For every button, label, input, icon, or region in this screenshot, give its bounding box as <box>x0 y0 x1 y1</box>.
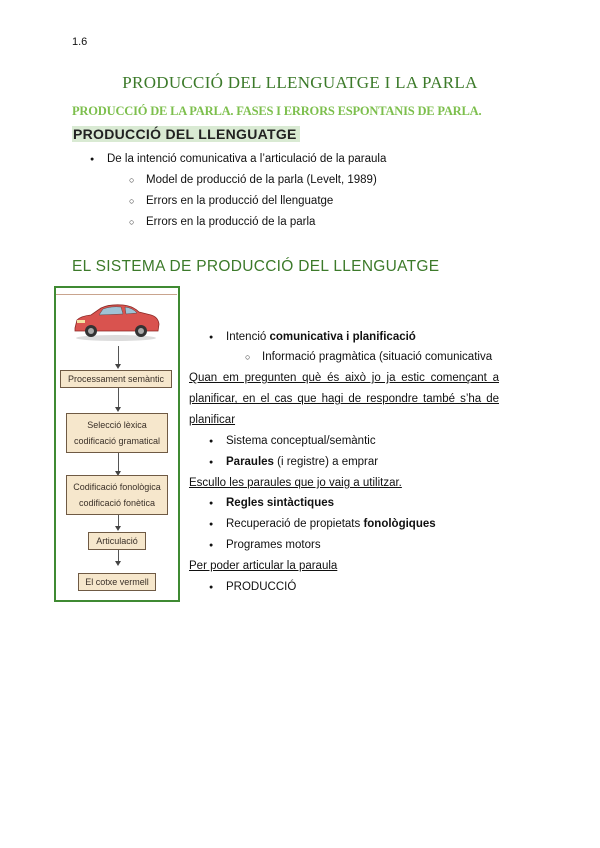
connector-line <box>118 346 119 366</box>
list-item: ● Sistema conceptual/semàntic <box>226 435 376 447</box>
diagram-box-line: codificació fonètica <box>78 498 156 508</box>
diagram-box-lexical <box>66 413 168 453</box>
diagram-box-line: Codificació fonològica <box>73 482 161 492</box>
diagram-box-line: codificació gramatical <box>73 436 161 446</box>
arrow-down-icon <box>115 407 121 412</box>
list-item: ● PRODUCCIÓ <box>226 581 296 593</box>
list-item-bold: comunicativa i planificació <box>269 331 416 343</box>
list-item: ○ Informació pragmàtica (situació comunicativa <box>262 351 492 363</box>
section-heading-system: EL SISTEMA DE PRODUCCIÓ DEL LLENGUATGE <box>72 258 440 275</box>
list-item: ● De la intenció comunicativa a l’articulació de la paraula <box>107 153 386 165</box>
paragraph-line: Quan em pregunten què és això jo ja estic començant a <box>189 372 499 384</box>
diagram-box-line: Selecció lèxica <box>87 420 147 430</box>
diagram-box-articulation: Articulació <box>88 532 146 550</box>
list-item-bold: fonològiques <box>363 518 436 530</box>
paragraph-line: Escullo les paraules que jo vaig a utilitzar. <box>189 477 402 489</box>
list-item-bold: Regles sintàctiques <box>226 497 335 509</box>
car-icon <box>71 300 161 342</box>
list-item: ○ Model de producció de la parla (Levelt, 1989) <box>146 174 377 186</box>
connector-line <box>118 453 119 473</box>
list-item <box>226 518 436 530</box>
section-heading-production: PRODUCCIÓ DEL LLENGUATGE <box>72 126 300 142</box>
list-item: ○ Errors en la producció del llenguatge <box>146 195 333 207</box>
arrow-down-icon <box>115 526 121 531</box>
divider <box>56 294 177 295</box>
diagram-box-semantic: Processament semàntic <box>60 370 172 388</box>
diagram-box-output: El cotxe vermell <box>78 573 156 591</box>
list-item-text: Intenció <box>226 331 270 343</box>
list-item <box>226 331 416 343</box>
production-diagram <box>54 286 180 602</box>
list-item-text: (i registre) a emprar <box>273 456 379 468</box>
paragraph-line: planificar <box>189 414 236 426</box>
page-title: PRODUCCIÓ DEL LLENGUATGE I LA PARLA <box>122 73 478 92</box>
list-item: ○ Errors en la producció de la parla <box>146 216 315 228</box>
paragraph-line: Per poder articular la paraula <box>189 560 338 572</box>
connector-line <box>118 388 119 408</box>
list-item <box>226 456 378 468</box>
list-item-bold: Paraules <box>226 456 274 468</box>
diagram-box-phonological <box>66 475 168 515</box>
list-item <box>226 497 334 509</box>
subtitle: PRODUCCIÓ DE LA PARLA. FASES I ERRORS ESPONTANIS DE PARLA. <box>72 104 482 118</box>
list-item-text: Recuperació de propietats <box>226 518 364 530</box>
page-number: 1.6 <box>72 36 88 48</box>
arrow-down-icon <box>115 561 121 566</box>
list-item: ● Programes motors <box>226 539 321 551</box>
paragraph-line: planificar, en el cas que hagi de respondre també s’ha de <box>189 393 499 405</box>
arrow-down-icon <box>115 364 121 369</box>
